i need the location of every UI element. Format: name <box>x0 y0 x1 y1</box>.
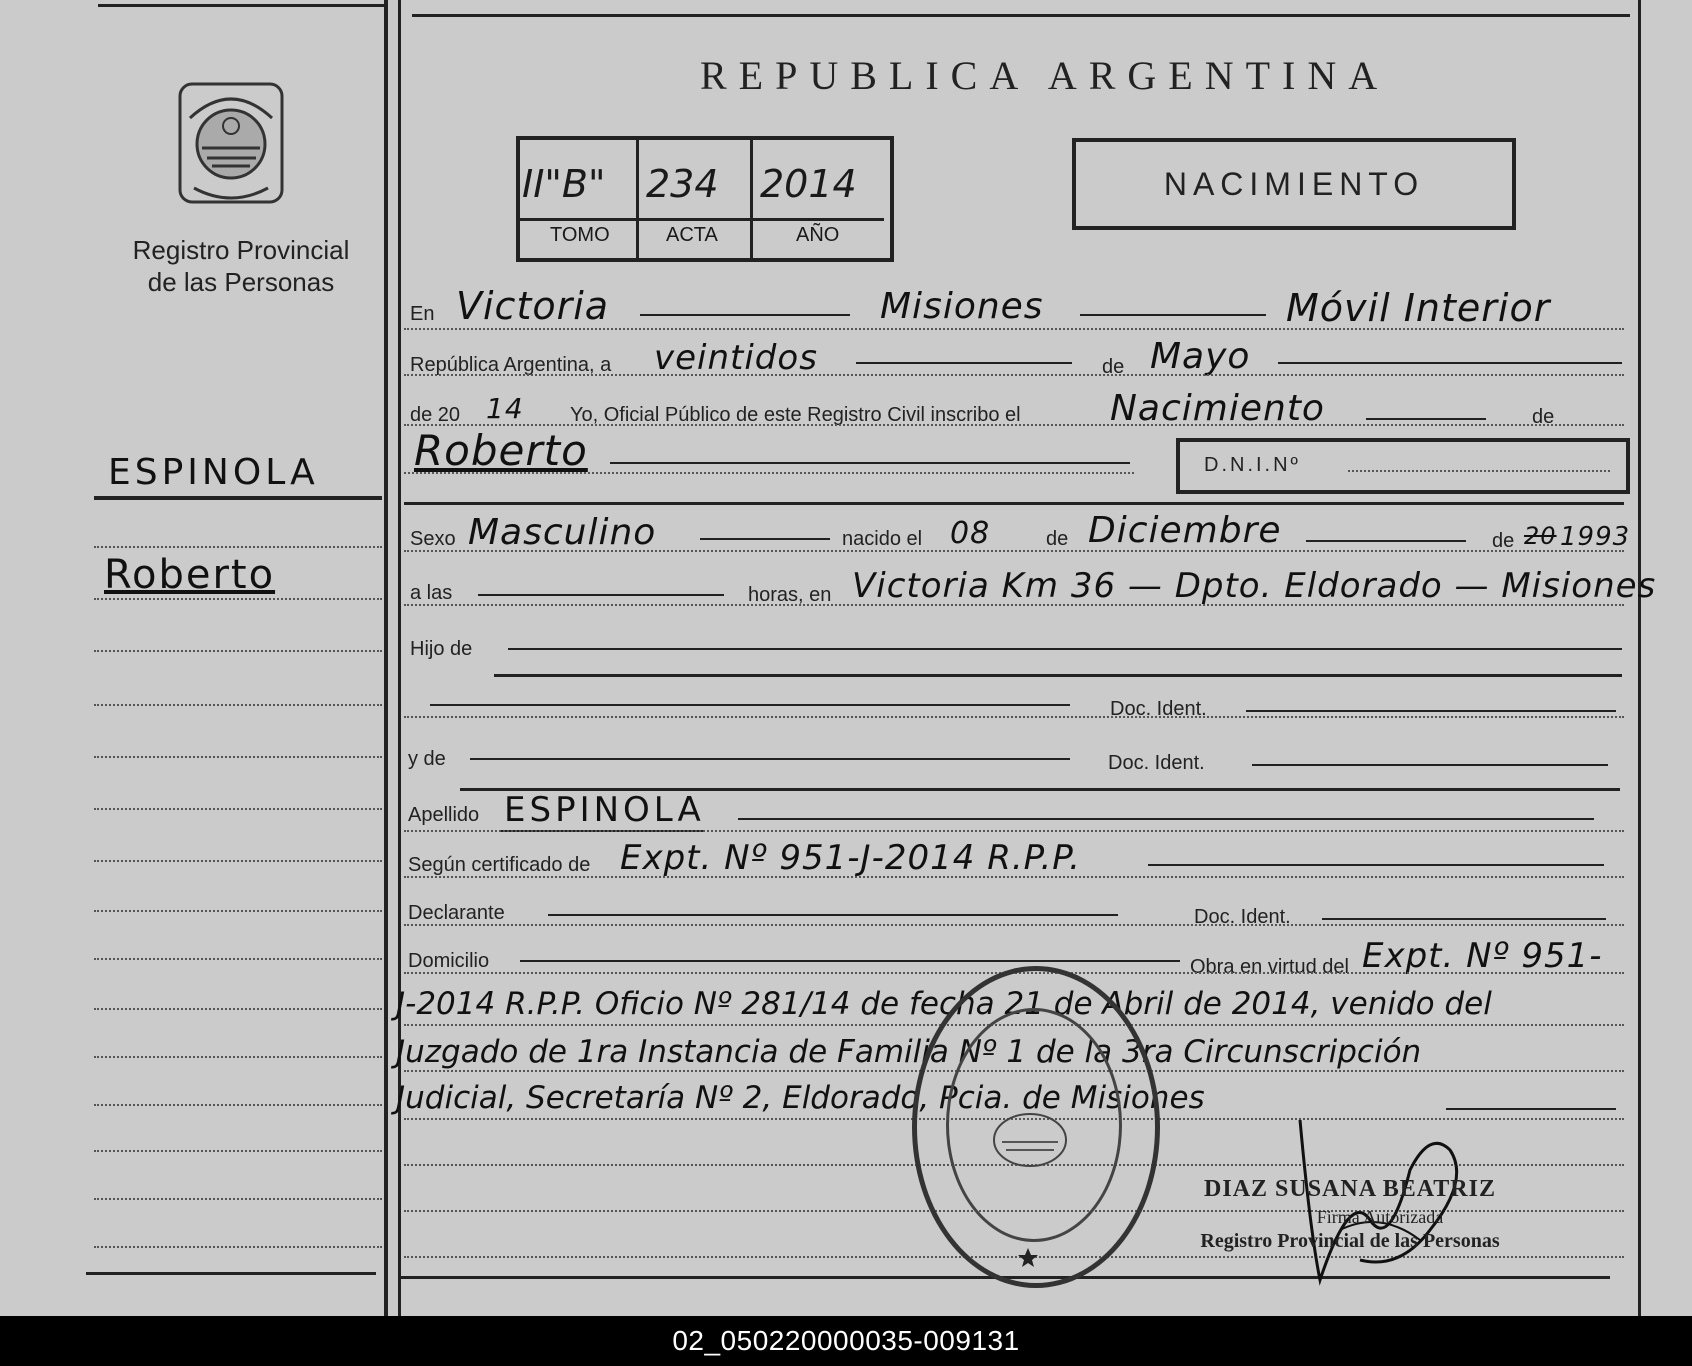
document-code-bar <box>0 1316 1692 1366</box>
sidebar-divider <box>384 0 388 1316</box>
doc-ident-dash-2 <box>1252 764 1608 766</box>
sexo-dash <box>700 538 830 540</box>
doc-ident-label: Doc. Ident. <box>1110 698 1207 720</box>
en-label: En <box>410 303 435 325</box>
sidebar-dotted-line <box>94 1246 382 1248</box>
registry-name <box>110 234 372 298</box>
doc-ident-dash-3 <box>1322 918 1606 920</box>
act-type-dash <box>1366 418 1486 420</box>
sidebar-dotted-line <box>94 1150 382 1152</box>
sidebar-dotted-line <box>94 1008 382 1010</box>
obra-value-4: Judicial, Secretaría Nº 2, Eldorado, Pcia. de Misiones <box>396 1080 1205 1116</box>
sexo-label: Sexo <box>410 528 456 550</box>
day-words-value: veintidos <box>654 338 818 378</box>
month-dash <box>1278 362 1622 364</box>
dni-box <box>1176 438 1630 494</box>
segun-label: Según certificado de <box>408 854 591 876</box>
de-label-2: de <box>1532 406 1555 428</box>
line10-dots <box>404 830 1624 832</box>
birth-month-value: Diciembre <box>1088 510 1282 551</box>
a-las-label: a las <box>410 582 453 604</box>
y-de-dash <box>470 758 1070 760</box>
registry-name-line2: de las Personas <box>147 267 335 297</box>
tomo-value: II"B" <box>522 162 606 206</box>
dni-label: D.N.I.Nº <box>1204 454 1301 476</box>
document-code: 02_050220000035-009131 <box>672 1325 1020 1356</box>
tomo-cell <box>520 140 639 258</box>
country-title: REPUBLICA ARGENTINA <box>700 53 1390 98</box>
signature-name: DIAZ SUSANA BEATRIZ <box>1204 1176 1496 1202</box>
city-dash <box>640 314 850 316</box>
sidebar-dotted-line <box>94 860 382 862</box>
line12-dots <box>404 924 1624 926</box>
stamp-star-icon <box>1016 1246 1040 1270</box>
sidebar-top-rule <box>98 4 388 7</box>
apellido-value: ESPINOLA <box>504 790 705 830</box>
obra-value-1: Expt. Nº 951- <box>1362 936 1603 976</box>
child-name-value: Roberto <box>414 426 588 475</box>
apellido-label: Apellido <box>408 804 480 826</box>
segun-dash <box>1148 864 1604 866</box>
horas-label: horas, en <box>748 584 832 606</box>
sidebar-dotted-line <box>94 1056 382 1058</box>
registry-name-line1: Registro Provincial <box>132 235 350 265</box>
de-label-3: de <box>1046 528 1069 550</box>
tomo-label: TOMO <box>550 224 610 246</box>
doc-ident-label-3: Doc. Ident. <box>1194 906 1291 928</box>
de-label: de <box>1102 356 1125 378</box>
sidebar-dotted-line <box>94 910 382 912</box>
birth-year-struck: 20 <box>1524 522 1557 550</box>
line2-dots <box>404 374 1624 376</box>
sidebar-dotted-line <box>94 546 382 548</box>
declarante-label: Declarante <box>408 902 505 924</box>
segun-value: Expt. Nº 951-J-2014 R.P.P. <box>620 838 1081 878</box>
sidebar-surname-rule <box>94 496 382 500</box>
line6-dots <box>404 604 1624 606</box>
office-value: Móvil Interior <box>1286 286 1551 330</box>
section-rule-2 <box>494 674 1622 677</box>
main-right-border <box>1638 0 1641 1316</box>
dni-dots <box>1348 470 1610 472</box>
acta-label: ACTA <box>666 224 718 246</box>
sidebar-dotted-line <box>94 756 382 758</box>
obra-label: Obra en virtud del <box>1190 956 1349 978</box>
sidebar-dotted-line <box>94 958 382 960</box>
stamp-emblem-icon <box>990 1110 1070 1170</box>
parent1-dash <box>430 704 1070 706</box>
year-prefix-label: de 20 <box>410 404 461 426</box>
child-name-dash <box>610 462 1130 464</box>
year-suffix-value: 14 <box>486 392 524 425</box>
record-box-divider <box>520 218 884 221</box>
line11-dots <box>404 876 1624 878</box>
line8-dots <box>404 716 1624 718</box>
officer-text: Yo, Oficial Público de este Registro Civil inscribo el <box>570 404 1021 426</box>
sidebar-dotted-line <box>94 808 382 810</box>
sidebar-dotted-line <box>94 598 382 600</box>
day-words-dash <box>856 362 1072 364</box>
top-rule <box>412 14 1630 17</box>
sidebar-dotted-line <box>94 1198 382 1200</box>
acta-value: 234 <box>646 162 719 206</box>
main-left-border <box>398 0 401 1316</box>
doc-ident-label-2: Doc. Ident. <box>1108 752 1205 774</box>
month-value: Mayo <box>1150 336 1251 377</box>
line4-dots <box>404 472 1134 474</box>
republica-label: República Argentina, a <box>410 354 612 376</box>
domicilio-label: Domicilio <box>408 950 490 972</box>
act-type-value: Nacimiento <box>1110 388 1325 429</box>
birth-day-value: 08 <box>950 516 991 551</box>
apellido-dash <box>738 818 1594 820</box>
sidebar-bottom-rule <box>86 1272 376 1275</box>
birth-month-dash <box>1306 540 1466 542</box>
hijo-dash <box>508 648 1622 650</box>
a-las-dash <box>478 594 724 596</box>
province-value: Misiones <box>880 286 1044 327</box>
line1-dots <box>404 328 1624 330</box>
obra-value-2: J-2014 R.P.P. Oficio Nº 281/14 de fecha 21 de Abril de 2014, venido del <box>396 986 1492 1022</box>
document-type-box: NACIMIENTO <box>1072 138 1516 230</box>
de-label-4: de <box>1492 530 1515 552</box>
doc-ident-dash <box>1246 710 1616 712</box>
line5-dots <box>404 550 1624 552</box>
hijo-label: Hijo de <box>410 638 473 660</box>
sidebar-dotted-line <box>94 704 382 706</box>
section-rule-1 <box>404 502 1624 505</box>
sidebar-given-name: Roberto <box>104 552 276 598</box>
sidebar-dotted-line <box>94 650 382 652</box>
signature-office: Registro Provincial de las Personas <box>1200 1230 1500 1252</box>
signature-role: Firma Autorizada <box>1316 1207 1444 1227</box>
acta-cell <box>636 140 753 258</box>
city-value: Victoria <box>456 284 610 328</box>
ano-label: AÑO <box>796 224 840 246</box>
signature-block <box>1180 1176 1520 1253</box>
province-dash <box>1080 314 1266 316</box>
birth-year-value: 1993 <box>1560 522 1631 552</box>
sidebar-dotted-line <box>94 1104 382 1106</box>
ano-cell <box>750 140 884 258</box>
declarante-dash <box>548 914 1118 916</box>
sidebar-surname: ESPINOLA <box>108 452 319 493</box>
nacido-label: nacido el <box>842 528 923 550</box>
sexo-value: Masculino <box>468 512 657 553</box>
birth-place-value: Victoria Km 36 — Dpto. Eldorado — Misiones <box>852 566 1657 606</box>
domicilio-dash <box>520 960 1180 962</box>
provincia-de-misiones-seal-icon <box>172 78 290 208</box>
obra-value-3: Juzgado de 1ra Instancia de Familia Nº 1 de la 3ra Circunscripción <box>396 1034 1422 1070</box>
ano-value: 2014 <box>760 162 857 206</box>
y-de-label: y de <box>408 748 446 770</box>
record-number-box <box>516 136 894 262</box>
